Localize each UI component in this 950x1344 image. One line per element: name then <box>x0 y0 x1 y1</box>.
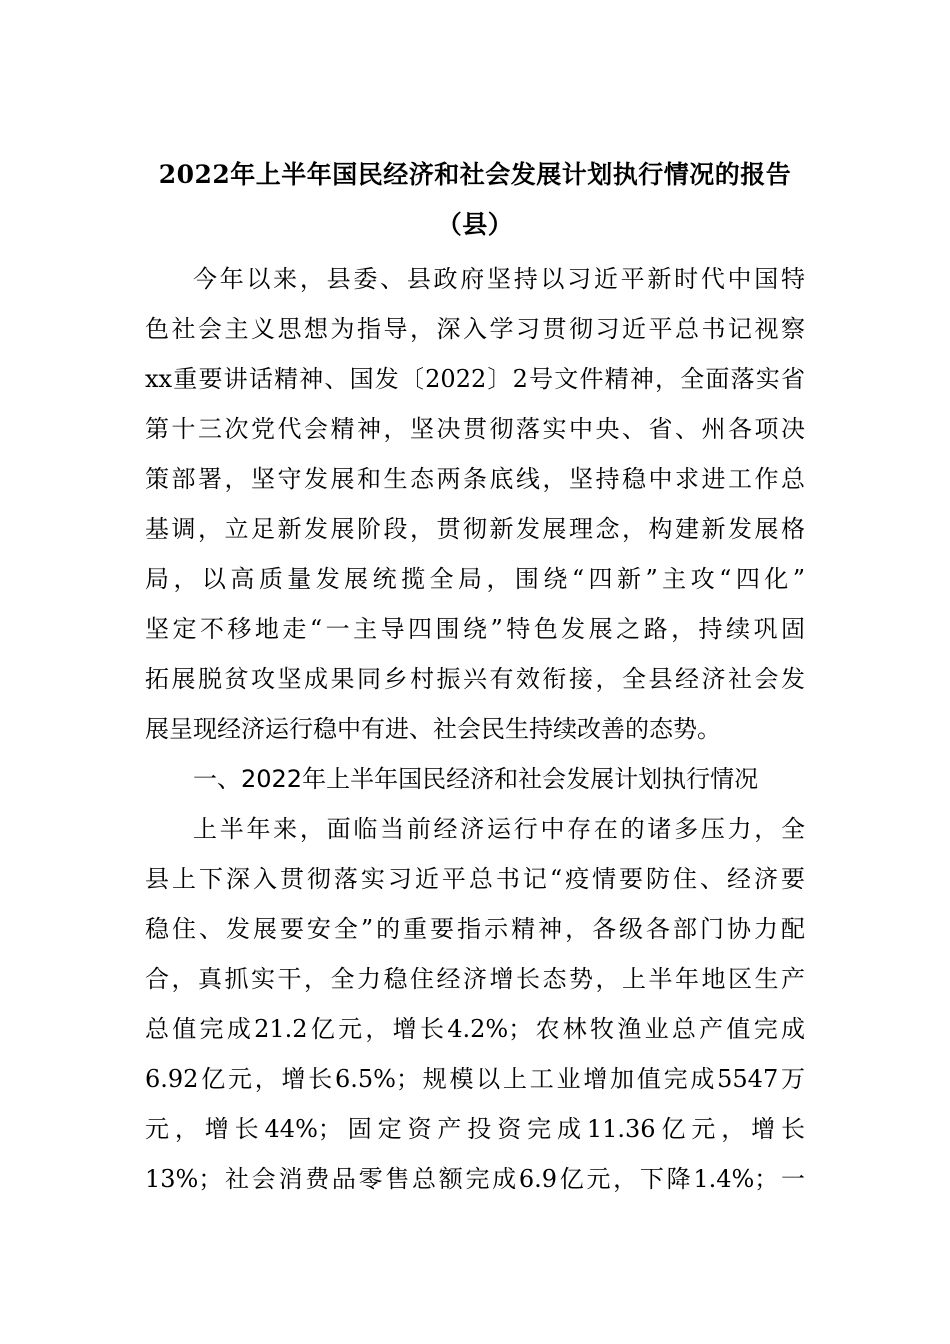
paragraph-line: 策部署，坚守发展和生态两条底线，坚持稳中求进工作总 <box>145 465 805 493</box>
paragraph-line: 局，以高质量发展统揽全局，围绕“四新”主攻“四化” <box>145 565 805 593</box>
paragraph-line: 县上下深入贯彻落实习近平总书记“疫情要防住、经济要 <box>145 865 805 893</box>
paragraph-line: 坚定不移地走“一主导四围绕”特色发展之路，持续巩固 <box>145 615 805 643</box>
document-title: 2022年上半年国民经济和社会发展计划执行情况的报告 <box>158 160 792 189</box>
paragraph-line: 展呈现经济运行稳中有进、社会民生持续改善的态势。 <box>145 715 721 743</box>
paragraph-line: 合，真抓实干，全力稳住经济增长态势，上半年地区生产 <box>145 965 805 993</box>
paragraph-line: xx重要讲话精神、国发〔2022〕2号文件精神，全面落实省 <box>145 365 805 393</box>
paragraph-line: 今年以来，县委、县政府坚持以习近平新时代中国特 <box>193 265 805 293</box>
paragraph-line: 拓展脱贫攻坚成果同乡村振兴有效衔接，全县经济社会发 <box>145 665 805 693</box>
paragraph-line: 元，增长44%；固定资产投资完成11.36亿元，增长 <box>145 1115 805 1143</box>
paragraph-line: 13%；社会消费品零售总额完成6.9亿元，下降1.4%；一 <box>145 1165 805 1193</box>
paragraph-line: 6.92亿元，增长6.5%；规模以上工业增加值完成5547万 <box>145 1065 805 1093</box>
paragraph-line: 上半年来，面临当前经济运行中存在的诸多压力，全 <box>193 815 805 843</box>
paragraph-line: 稳住、发展要安全”的重要指示精神，各级各部门协力配 <box>145 915 805 943</box>
document-subtitle: （县） <box>436 210 514 239</box>
paragraph-line: 基调，立足新发展阶段，贯彻新发展理念，构建新发展格 <box>145 515 805 543</box>
paragraph-line: 第十三次党代会精神，坚决贯彻落实中央、省、州各项决 <box>145 415 805 443</box>
section-heading: 一、2022年上半年国民经济和社会发展计划执行情况 <box>193 765 759 793</box>
paragraph-line: 总值完成21.2亿元，增长4.2%；农林牧渔业总产值完成 <box>145 1015 805 1043</box>
paragraph-line: 色社会主义思想为指导，深入学习贯彻习近平总书记视察 <box>145 315 805 343</box>
